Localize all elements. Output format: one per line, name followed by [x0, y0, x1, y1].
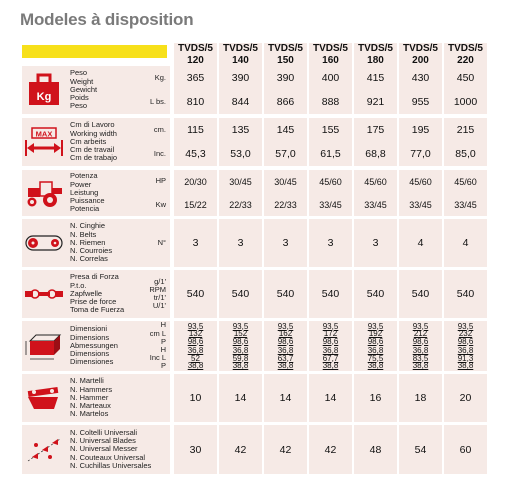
row-name-line: Dimensiones	[70, 357, 114, 367]
cell-value: 135	[231, 124, 250, 136]
cell-value: 866	[276, 96, 295, 108]
dimension-value: 132	[188, 329, 203, 338]
row-name-line: Working width	[70, 128, 117, 138]
dimension-value: 98,6	[322, 336, 339, 346]
row-name-line: Cm arbeits	[70, 136, 107, 146]
cell-value: 450	[456, 72, 475, 84]
dimension-value: 36,8	[322, 346, 339, 355]
cell-value: 18	[414, 392, 427, 404]
dimension-value: 91,3	[457, 353, 474, 363]
model-header-line: 150	[277, 54, 294, 66]
row-names	[70, 425, 151, 474]
spec-cell	[219, 66, 262, 114]
spec-cell	[174, 66, 217, 114]
spec-row-label-5	[22, 321, 170, 371]
row-units	[150, 66, 166, 114]
dimension-value: 36,8	[367, 346, 384, 355]
spec-cell	[354, 321, 397, 371]
cell-value: 48	[369, 443, 382, 456]
row-unit-line: L bs.	[150, 97, 166, 107]
row-name-line: N. Belts	[70, 229, 97, 239]
row-name-line: Gewicht	[70, 84, 98, 94]
cell-value: 22/33	[229, 199, 252, 210]
row-unit-line: cm L	[149, 328, 166, 338]
spec-cell	[219, 374, 262, 422]
cell-value: 30/45	[274, 176, 297, 187]
spec-cell	[399, 425, 442, 474]
dimension-group	[278, 323, 294, 346]
model-header-1	[219, 43, 262, 68]
dimension-value: 232	[458, 329, 473, 338]
row-name-line: N. Marteaux	[70, 401, 111, 411]
model-header-line: TVDS/5	[402, 43, 438, 54]
cell-value: 33/45	[319, 199, 342, 210]
tractor-icon	[22, 170, 66, 216]
row-name-line: N. Hammer	[70, 392, 109, 402]
row-unit-line: Kg.	[154, 72, 166, 82]
cell-value: 20/30	[184, 176, 207, 187]
spec-cell	[354, 425, 397, 474]
spec-cell	[309, 170, 352, 216]
cell-value: 45,3	[185, 148, 206, 160]
cell-value: 1000	[453, 96, 478, 108]
dimension-group	[323, 347, 339, 370]
model-header-line: TVDS/5	[312, 43, 348, 54]
spec-cell	[354, 219, 397, 267]
row-name-line: N. Universal Blades	[70, 436, 136, 446]
cell-value: 3	[282, 237, 289, 249]
row-name-line: Power	[70, 179, 92, 189]
cell-value: 195	[411, 124, 430, 136]
spec-cell	[444, 170, 487, 216]
cell-value: 53,0	[230, 148, 251, 160]
cell-value: 45/60	[319, 176, 342, 187]
cell-value: 33/45	[364, 199, 387, 210]
row-names	[70, 321, 118, 371]
page-title: Modeles à disposition	[20, 10, 194, 29]
cell-value: 365	[186, 72, 205, 84]
row-name-line: N. Courroies	[70, 246, 113, 256]
row-unit-line: P	[160, 361, 166, 371]
dimension-value: 38,8	[187, 361, 204, 370]
spec-cell	[309, 321, 352, 371]
row-name-line: Poids	[70, 93, 89, 103]
cell-value: 54	[414, 443, 427, 456]
row-name-line: Potencia	[70, 204, 100, 214]
dimensions-box-icon	[22, 321, 66, 371]
dimension-value: 98,6	[277, 336, 294, 346]
spec-row-label-2	[22, 170, 170, 216]
dimension-value: 93,5	[412, 321, 429, 331]
dimension-value: 93,5	[367, 321, 384, 331]
cell-value: 14	[234, 392, 247, 404]
row-unit-line: RPM	[149, 284, 166, 294]
dimension-value: 162	[278, 329, 293, 338]
dimension-value: 52	[191, 353, 200, 363]
cell-value: 77,0	[410, 148, 431, 160]
spec-row-label-4	[22, 270, 170, 318]
row-name-line: N. Correlas	[70, 254, 108, 264]
row-unit-line: H	[160, 345, 166, 354]
row-unit-line: tr/1'	[153, 293, 166, 302]
row-units	[149, 270, 166, 318]
spec-cell	[354, 118, 397, 166]
dimension-value: 93,5	[277, 321, 294, 331]
spec-cell	[264, 118, 307, 166]
cell-value: 10	[189, 392, 202, 404]
spec-cell	[174, 374, 217, 422]
spec-cell	[444, 374, 487, 422]
spec-cell	[264, 66, 307, 114]
width-icon	[22, 118, 66, 166]
cell-value: 60	[459, 443, 472, 456]
model-header-line: TVDS/5	[177, 43, 213, 54]
row-name-line: Dimensioni	[70, 324, 108, 334]
dimension-group	[368, 347, 384, 370]
pto-shaft-icon	[22, 270, 66, 318]
row-units	[154, 118, 166, 166]
row-units	[150, 321, 166, 371]
row-name-line: N. Coltelli Universali	[70, 427, 138, 437]
spec-cell	[219, 270, 262, 318]
row-name-line: N. Universal Messer	[70, 444, 138, 454]
row-names	[70, 374, 112, 422]
dimension-group	[413, 323, 429, 346]
model-header-line: 220	[457, 54, 474, 66]
model-header-5	[399, 43, 442, 68]
cell-value: 57,0	[275, 148, 296, 160]
cell-value: 540	[366, 288, 385, 300]
cell-value: 15/22	[184, 199, 207, 210]
spec-cell	[354, 170, 397, 216]
model-header-line: 120	[187, 54, 204, 66]
cell-value: 3	[192, 237, 199, 249]
dimension-value: 98,6	[412, 336, 429, 346]
cell-value: 175	[366, 124, 385, 136]
cell-value: 390	[276, 72, 295, 84]
model-header-line: TVDS/5	[267, 43, 303, 54]
dimension-value: 172	[323, 329, 338, 338]
row-name-line: P.t.o.	[70, 280, 87, 290]
spec-row-label-1	[22, 118, 170, 166]
spec-cell	[354, 374, 397, 422]
row-unit-line: Inc L	[149, 353, 166, 363]
row-name-line: Peso	[70, 68, 88, 78]
cell-value: 3	[327, 237, 334, 249]
spec-cell	[219, 118, 262, 166]
hammer-icon	[22, 374, 66, 422]
spec-cell	[264, 425, 307, 474]
dimension-value: 38,8	[457, 361, 474, 370]
cell-value: 115	[187, 124, 204, 136]
spec-row-label-7	[22, 425, 170, 474]
dimension-value: 75,5	[367, 353, 384, 363]
row-name-line: Cm de trabajo	[70, 153, 118, 163]
row-name-line: Toma de Fuerza	[70, 305, 125, 315]
spec-cell	[444, 66, 487, 114]
cell-value: 22/33	[274, 199, 297, 210]
spec-cell	[174, 219, 217, 267]
row-unit-line: H	[160, 320, 166, 330]
dimension-value: 38,8	[367, 361, 384, 370]
spec-cell	[309, 270, 352, 318]
model-header-line: TVDS/5	[447, 43, 483, 54]
model-header-line: TVDS/5	[357, 43, 393, 54]
row-unit-line: cm.	[153, 124, 166, 134]
row-name-line: N. Cinghie	[70, 221, 106, 231]
spec-cell	[399, 66, 442, 114]
row-name-line: Peso	[70, 101, 88, 111]
dimension-value: 98,6	[187, 336, 204, 346]
model-header-line: 180	[367, 54, 384, 66]
dimension-value: 36,8	[187, 346, 204, 355]
spec-cell	[399, 270, 442, 318]
blades-icon	[22, 425, 66, 474]
row-unit-line	[158, 247, 166, 255]
dimension-group	[458, 323, 474, 346]
dimension-value: 36,8	[232, 346, 249, 355]
cell-value: 810	[186, 96, 205, 108]
dimension-value: 93,5	[457, 321, 474, 331]
spec-cell	[309, 66, 352, 114]
row-unit-line: g/1'	[154, 276, 166, 286]
dimension-group	[368, 323, 384, 346]
cell-value: 45/60	[454, 176, 477, 187]
cell-value: 844	[231, 96, 250, 108]
row-name-line: N. Riemen	[70, 237, 106, 247]
spec-cell	[174, 321, 217, 371]
cell-value: 30	[189, 443, 202, 456]
spec-cell	[174, 170, 217, 216]
cell-value: 145	[276, 124, 295, 136]
cell-value: 42	[234, 443, 247, 456]
cell-value: 14	[324, 392, 337, 404]
cell-value: 430	[411, 72, 430, 84]
dimension-value: 36,8	[277, 346, 294, 355]
cell-value: 400	[321, 72, 340, 84]
row-name-line: N. Hammers	[70, 384, 113, 394]
cell-value: 540	[411, 288, 430, 300]
spec-cell	[309, 425, 352, 474]
spec-cell	[264, 321, 307, 371]
spec-cell	[219, 425, 262, 474]
cell-value: 85,0	[455, 148, 476, 160]
dimension-value: 38,8	[412, 361, 429, 370]
dimension-value: 93,5	[232, 321, 249, 331]
cell-value: 14	[279, 392, 292, 404]
accent-bar	[22, 45, 167, 58]
model-header-0	[174, 43, 217, 68]
cell-value: 955	[411, 96, 430, 108]
cell-value: 215	[456, 124, 475, 136]
dimension-value: 212	[413, 329, 428, 338]
row-name-line: Potenza	[70, 171, 98, 181]
cell-value: 4	[417, 237, 424, 249]
dimension-group	[233, 323, 249, 346]
spec-cell	[399, 374, 442, 422]
dimension-group	[278, 347, 294, 370]
cell-value: 4	[462, 237, 469, 249]
cell-value: 540	[231, 288, 250, 300]
icon-text: MAX	[35, 129, 53, 139]
spec-cell	[219, 321, 262, 371]
row-names	[70, 270, 124, 318]
cell-value: 16	[369, 392, 382, 404]
cell-value: 155	[321, 124, 340, 136]
row-name-line: Presa di Forza	[70, 272, 119, 282]
spec-cell	[264, 374, 307, 422]
spec-cell	[399, 219, 442, 267]
cell-value: 540	[456, 288, 475, 300]
cell-value: 42	[324, 443, 337, 456]
spec-cell	[444, 219, 487, 267]
dimension-value: 152	[233, 329, 248, 338]
spec-cell	[399, 118, 442, 166]
row-name-line: N. Martelos	[70, 409, 109, 419]
dimension-value: 83,5	[412, 353, 429, 363]
belt-icon	[22, 219, 66, 267]
model-header-line: 140	[232, 54, 249, 66]
row-name-line: Puissance	[70, 196, 105, 206]
row-name-line: Prise de force	[70, 297, 117, 307]
model-header-line: TVDS/5	[222, 43, 258, 54]
cell-value: 42	[279, 443, 292, 456]
row-names	[70, 219, 112, 267]
row-name-line: Cm di Lavoro	[70, 120, 115, 130]
row-unit-line: N°	[157, 237, 166, 247]
row-unit-line: Inc.	[153, 149, 166, 159]
row-name-line: Cm de travail	[70, 145, 115, 155]
row-names	[70, 170, 105, 216]
row-unit-line: P	[160, 336, 166, 346]
dimension-value: 192	[368, 329, 383, 338]
dimension-group	[323, 323, 339, 346]
row-name-line: Weight	[70, 76, 94, 86]
spec-row-label-6	[22, 374, 170, 422]
row-name-line: N. Cuchillas Universales	[70, 460, 152, 470]
spec-cell	[219, 219, 262, 267]
spec-cell	[174, 425, 217, 474]
row-name-line: Dimensions	[70, 332, 110, 342]
model-header-line: 200	[412, 54, 429, 66]
dimension-group	[413, 347, 429, 370]
cell-value: 540	[276, 288, 295, 300]
model-header-4	[354, 43, 397, 68]
dimension-value: 67,7	[322, 353, 339, 363]
model-header-line: 160	[322, 54, 339, 66]
row-name-line: Zapfwelle	[70, 288, 103, 298]
dimension-value: 93,5	[187, 321, 204, 331]
row-name-line: Leistung	[70, 187, 99, 197]
row-units	[158, 219, 166, 267]
spec-cell	[444, 118, 487, 166]
cell-value: 68,8	[365, 148, 386, 160]
cell-value: 45/60	[409, 176, 432, 187]
cell-value: 540	[186, 288, 205, 300]
dimension-group	[458, 347, 474, 370]
svg-text:Kg: Kg	[36, 91, 52, 103]
row-name-line: N. Couteaux Universal	[70, 452, 146, 462]
spec-cell	[174, 270, 217, 318]
cell-value: 33/45	[454, 199, 477, 210]
spec-cell	[309, 374, 352, 422]
weight-icon	[22, 66, 66, 114]
dimension-value: 63,7	[277, 353, 294, 363]
dimension-value: 38,8	[277, 361, 294, 370]
spec-cell	[174, 118, 217, 166]
row-names	[70, 118, 117, 166]
row-name-line: Dimensions	[70, 349, 110, 359]
dimension-value: 98,6	[232, 336, 249, 346]
cell-value: 888	[321, 96, 340, 108]
dimension-value: 98,6	[367, 336, 384, 346]
cell-value: 33/45	[409, 199, 432, 210]
cell-value: 390	[231, 72, 250, 84]
spec-cell	[264, 170, 307, 216]
spec-cell	[399, 170, 442, 216]
cell-value: 30/45	[229, 176, 252, 187]
row-unit-line: U/1'	[152, 301, 166, 311]
spec-cell	[354, 270, 397, 318]
model-header-3	[309, 43, 352, 68]
spec-cell	[354, 66, 397, 114]
dimension-group	[188, 347, 204, 370]
cell-value: 540	[321, 288, 340, 300]
row-name-line: N. Martelli	[70, 376, 104, 386]
spec-cell	[264, 270, 307, 318]
row-name-line: Abmessungen	[70, 340, 118, 350]
cell-value: 3	[237, 237, 244, 249]
dimension-value: 36,8	[457, 346, 474, 355]
row-unit-line: Kw	[155, 200, 166, 210]
spec-cell	[444, 270, 487, 318]
dimension-group	[233, 347, 249, 370]
model-header-2	[264, 43, 307, 68]
dimension-value: 93,5	[322, 321, 339, 331]
dimension-group	[188, 323, 204, 346]
dimension-value: 38,8	[232, 361, 249, 370]
cell-value: 921	[366, 96, 385, 108]
cell-value: 20	[459, 392, 472, 404]
spec-cell	[264, 219, 307, 267]
spec-row-label-3	[22, 219, 170, 267]
row-names	[70, 66, 97, 114]
cell-value: 415	[366, 72, 385, 84]
cell-value: 45/60	[364, 176, 387, 187]
dimension-value: 59,8	[232, 353, 249, 363]
spec-cell	[444, 321, 487, 371]
cell-value: 3	[372, 237, 379, 249]
spec-cell	[309, 118, 352, 166]
spec-cell	[399, 321, 442, 371]
row-units	[156, 170, 166, 216]
model-header-6	[444, 43, 487, 68]
spec-cell	[444, 425, 487, 474]
dimension-value: 98,6	[457, 336, 474, 346]
spec-cell	[309, 219, 352, 267]
spec-row-label-0	[22, 66, 170, 114]
dimension-value: 36,8	[412, 346, 429, 355]
dimension-value: 38,8	[322, 361, 339, 370]
row-unit-line: HP	[155, 175, 166, 185]
spec-cell	[219, 170, 262, 216]
cell-value: 61,5	[320, 148, 341, 160]
